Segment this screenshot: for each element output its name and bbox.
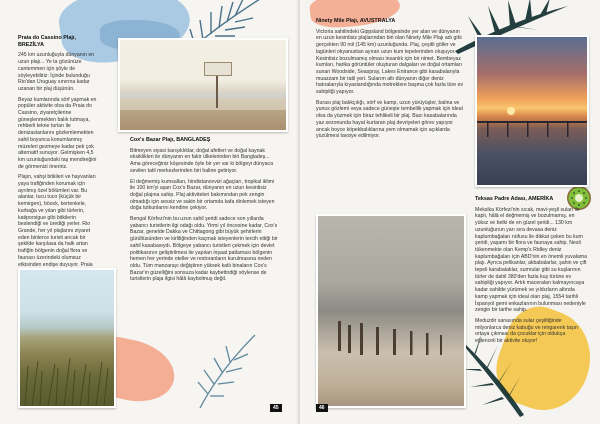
section-heading-america: Teksas Padre Adası, AMERİKA — [475, 196, 554, 202]
section-heading-bangladesh: Cox's Bazar Plajı, BANGLADEŞ — [130, 137, 211, 143]
palm-leaf-icon — [190, 330, 260, 410]
left-column-2 — [130, 137, 280, 287]
paragraph: El değmemiş kumsalları, hindistancevizi ağaçları, tropikal iklimi ile 100 km'yi aşan Cox's Bazar, dünyanın en uzun kesintisiz doğal plajına sahip. Plaj aktiviteleri bakımından pek zengin olmadığı için sessiz ve sakin bir ortamda kafa dinlemek isteyen doğa tutkunlarını kendine çekiyor. — [130, 178, 275, 212]
page-number-left: 45 — [270, 404, 282, 412]
paragraph: Burası plaj balıkçılığı, sörf ve kamp, uzun yürüyüşler, balina ve yunus gözlemi veya sadece güneşte tembellik yapmak için ideal olsa da yüzmek için biraz tehlikeli bir plaj. Bazı kasabalarında yaz sezonunda hayat kurtaran plaj devriyeleri görev yapıyor ancak boyce köpekbalıklarına yem olmamak için açıklarda yüzülmesi tavsiye edilmiyor. — [316, 99, 463, 140]
photo-coxs-bazar — [18, 268, 116, 408]
paragraph: Beyaz kumlarında sörf yapmak en popüler aktivite olsa da Praia do Cassino, ziyaretçilerine güneşlenmekten balık tutmaya, rehberli tekne turları ile denizaslanlarını gözlemlemekten sahil boyunca konumlanmış müzeleri gezmeye kadar pek çok alternatif sunuyor. Gelmişken 4,5 km uzunluğundaki taş mendireğini de görmenizi öneririz. — [18, 96, 97, 170]
paragraph: 245 km uzunluğuyla dünyanın en uzun plajı... Ye ta gözünüze cantemmen için şöyle de söyleyebiliriz: İçinde bulunduğu Rio'dan Uruguay sınırına kadar uzanan bir plaj düşünün. — [18, 52, 95, 92]
right-column-1 — [316, 18, 466, 144]
paragraph: Meduzdir sanasında sular çeşitliğinde milyonlarca deniz kabuğu ve rengarenk taşın ortaya çıkması da çocuklar için oldukça eğlenceli bir aktivite oluyor! — [475, 317, 578, 345]
section-heading-australia: Ninety Mile Plajı, AVUSTRALYA — [316, 18, 396, 24]
photo-cassino-beach — [118, 38, 288, 132]
right-column-2 — [475, 196, 587, 349]
paragraph: Meksika Körfezi'nin sıcak, mavi-yeşil suları ile kaplı, hâlâ el değmemiş ve bozulmamış, en yüksz ve belki de en güzel şeridi... 130 km uzunluğunun yarı sıra devasa deniz kaplumbağaları nüfusu ile dikkat çeken bu kum şeridi, yaşamı bir flora ve faunaya sahip. Nesli tükenmekte olan Kemp's Ridley deniz kaplumbağaları için ABD'nin en önemli yuvalama plajı. Ayrıca pelikanlar, akbabalarlar, şahin ve çift tepeli karabataklar, sumrular gibi su kuşlarının türler de dahil 380'den fazla kuş türüne ev sahipliği yapıyor. Artık maceraları kalmayıncaya kadar sahilde yürümek ve yıldızların altında kamp yapmak için ideal olan plaj, 1554 tarihli İspanyol gemi enkazlarının bulunması nedeniyle zengin bir tarihe sahip. — [475, 206, 588, 314]
paragraph: Bitmeyen siyasi karışıklıklar, doğal afetleri ve doğal kaynak eksiklikleri ile dünyanın en fakir ülkelerinden biri Bangladeş... Ama göreceğiniz köşesinde öyle bir yer var ki bölgeyi dünyaca sevilen tatil merkezlerinden biri haline getiriyor. — [130, 147, 274, 174]
right-page — [300, 0, 600, 424]
paragraph: Plajın, vahşi bitkileri ve hayvanları yaya trafiğinden korumak için ayrılmış özel bölümleri var. Bu alanlar, tucu tuco (küçük bir kemirgen), böcek, kertenkele, kurbağa ve yılan gibi türlerin, katiporsigue gibi bitkilerin beslendiği ve ürediği yerler. Rio Grande, her yıl plajlarını ziyaret eden binlerce turisti ancak bir şekilde karşılasa da halk artan trafiğin bölgenin doğal flora ve faunası üzerindeki olumsuz etkisinden endişe duyuyor. Praia — [18, 174, 96, 268]
section-heading-brazil: Praia do Cassino Plajı, BREZİLYA — [18, 35, 76, 48]
photo-padre-island — [316, 214, 466, 408]
photo-ninety-mile-sunset — [475, 35, 589, 187]
paragraph: Bengal Körfezi'nin bu uzun sahil şeridi sadece son yıllarda yabancı turistlerin ilgi odağı oldu. Yirmi yıl öncesine kadar, Cox's Bazar, genelde Dakka ve Chittagong gibi büyük şehirlerin gürültüsünden ve kirliliğinden kaçmak isteyenlerin tercih ettiği bir sahil kasabasıydı. Bölgeye yabancı turistleri çekmek için devlet politikasının geliştirilmesi ile yapılan inşaat patlaması bölgenin hemen her yerinde oteller ve restoranların kurulmasına neden oldu. Tüm manzarayı değiştiren yüksek katlı binaların Cox's Bazar'ın güzelliğini sonsuza kadar kaybettirdiği söylense de turistlerin plaja ilgisi hâlâ kaybolmuş değil. — [130, 216, 278, 283]
page-number-right: 46 — [316, 404, 328, 412]
paragraph: Victoria sahilindeki Gippsland bölgesinde yer alan ve dünyanın en uzun kesintisiz plajlarından biri olan Ninety Mile Plajı adı gibi gerçekten 90 mil (145 km) uzunluğunda. Plaj, çeşitli göller ve lagünleri okyanustan ayıran uzun kum tepelerinden oluşuyor. Kesintisiz bozulmamış olması insanlık için bir nimet. Bembeyaz kumları, harika görüntüler oluşturan dalgaları ve doğal ortamları sunan Woodside, Seaspray, Lakes Entrance gibi kasabalarıyla muazzam bir tatil yeri. Sularım altı dünyanın diğer deniz hatıralarıyla kıyaslandığında motreklere başma çok fazla türe ev sahipliği yapıyor. — [316, 28, 464, 96]
